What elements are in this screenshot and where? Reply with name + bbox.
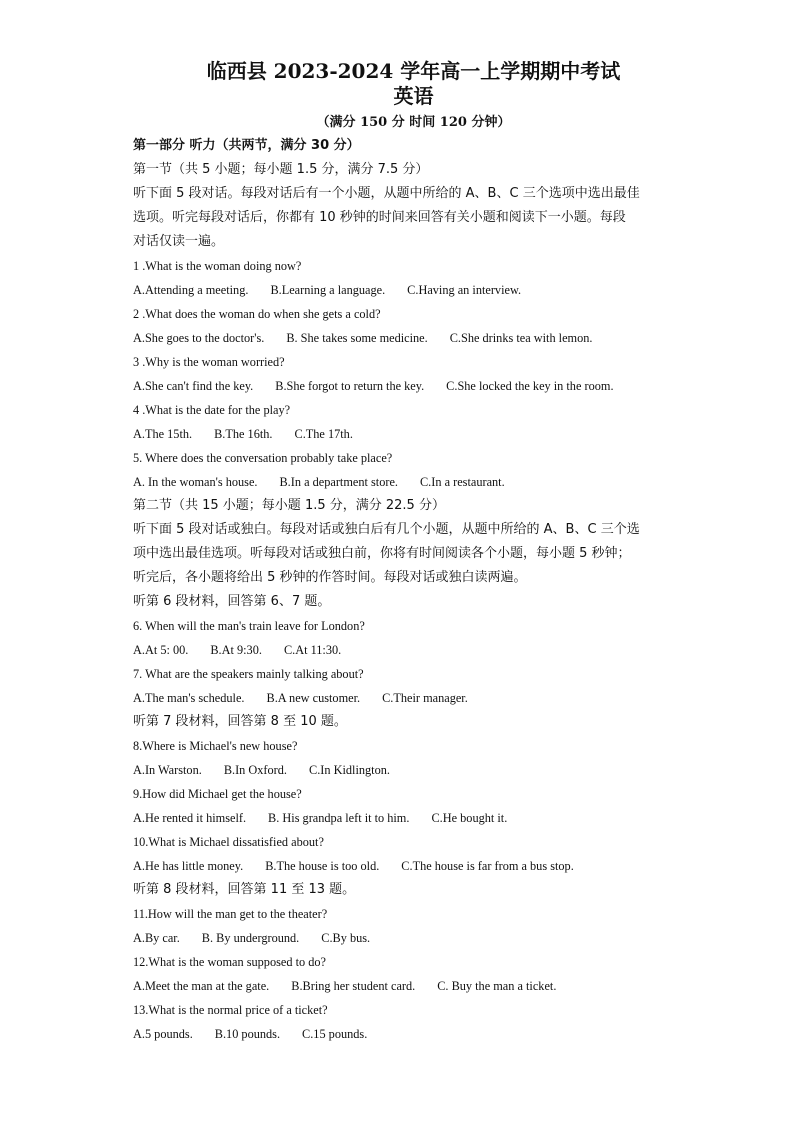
answer-options [133,974,724,998]
answer-option[interactable]: A.The 15th. [133,427,193,441]
answer-options [133,758,724,782]
answer-option[interactable]: B.In a department store. [279,475,398,489]
part1-heading: 第一部分 听力（共两节，满分 30 分） [133,138,360,153]
answer-option[interactable]: C.She drinks tea with lemon. [449,331,593,345]
answer-option[interactable]: C.The house is far from a bus stop. [401,859,574,873]
question-text: 3 .Why is the woman worried? [133,355,285,369]
answer-options [133,422,724,446]
answer-option[interactable]: C.By bus. [321,931,371,945]
answer-options [133,686,724,710]
instruction-line: 对话仅读一遍。 [133,234,225,249]
question-text: 2 .What does the woman do when she gets a cold? [133,307,381,321]
answer-option[interactable]: C.At 11:30. [283,643,342,657]
question-text: 7. What are the speakers mainly talking about? [133,667,364,681]
answer-option[interactable]: A.She can't find the key. [133,379,254,393]
question-text: 9.How did Michael get the house? [133,787,302,801]
question-group-3 [133,734,724,878]
exam-meta: （满分 150 分 时间 120 分钟） [316,115,511,130]
answer-option[interactable]: A.He has little money. [133,859,244,873]
question-text: 11.How will the man get to the theater? [133,907,328,921]
answer-option[interactable]: A.In Warston. [133,763,202,777]
question-text: 4 .What is the date for the play? [133,403,291,417]
answer-option[interactable]: C.The 17th. [294,427,353,441]
answer-option[interactable]: B.The 16th. [214,427,273,441]
question-text: 1 .What is the woman doing now? [133,259,302,273]
answer-option[interactable]: A.By car. [133,931,180,945]
instruction-line: 项中选出最佳选项。听每段对话或独白前，你将有时间阅读各个小题，每小题 5 秒钟； [133,546,631,561]
section1-heading: 第一节（共 5 小题；每小题 1.5 分，满分 7.5 分） [133,162,429,177]
answer-option[interactable]: C.In Kidlington. [309,763,390,777]
answer-option[interactable]: B.Bring her student card. [291,979,416,993]
answer-option[interactable]: B.The house is too old. [265,859,380,873]
answer-options [133,926,724,950]
question-text: 12.What is the woman supposed to do? [133,955,326,969]
answer-option[interactable]: A.Attending a meeting. [133,283,249,297]
answer-option[interactable]: A.Meet the man at the gate. [133,979,270,993]
answer-options [133,326,724,350]
instruction-line: 选项。听完每段对话后，你都有 10 秒钟的时间来回答有关小题和阅读下一小题。每段 [133,210,626,225]
question-text: 10.What is Michael dissatisfied about? [133,835,324,849]
exam-subject: 英语 [393,84,434,108]
answer-option[interactable]: C.In a restaurant. [419,475,505,489]
answer-options [133,638,724,662]
material-8-label: 听第 8 段材料，回答第 11 至 13 题。 [133,882,356,897]
instruction-line: 听下面 5 段对话。每段对话后有一个小题，从题中所给的 A、B、C 三个选项中选出最佳 [133,186,640,201]
answer-option[interactable]: A.He rented it himself. [133,811,247,825]
answer-option[interactable]: B.Learning a language. [270,283,386,297]
question-group-4 [133,902,724,1046]
answer-option[interactable]: B. By underground. [201,931,300,945]
section1-instructions [133,182,724,254]
answer-option[interactable]: A.The man's schedule. [133,691,245,705]
answer-option[interactable]: B.10 pounds. [214,1027,281,1041]
answer-option[interactable]: B. She takes some medicine. [286,331,428,345]
instruction-line: 听完后，各小题将给出 5 秒钟的作答时间。每段对话或独白读两遍。 [133,570,527,585]
material-6-label: 听第 6 段材料，回答第 6、7 题。 [133,594,331,609]
answer-option[interactable]: C.She locked the key in the room. [446,379,614,393]
answer-option[interactable]: A.She goes to the doctor's. [133,331,265,345]
question-text: 8.Where is Michael's new house? [133,739,298,753]
material-7-label: 听第 7 段材料，回答第 8 至 10 题。 [133,714,347,729]
question-group-1 [133,254,724,494]
answer-option[interactable]: A.At 5: 00. [133,643,189,657]
instruction-line: 听下面 5 段对话或独白。每段对话或独白后有几个小题，从题中所给的 A、B、C 三个选 [133,522,640,537]
answer-option[interactable]: C.Having an interview. [407,283,522,297]
answer-options [133,1022,724,1046]
answer-option[interactable]: B.In Oxford. [223,763,287,777]
answer-option[interactable]: B.At 9:30. [210,643,262,657]
answer-option[interactable]: A.5 pounds. [133,1027,193,1041]
answer-option[interactable]: A. In the woman's house. [133,475,258,489]
answer-option[interactable]: C. Buy the man a ticket. [437,979,557,993]
section2-instructions [133,518,724,590]
answer-option[interactable]: B. His grandpa left it to him. [268,811,410,825]
answer-option[interactable]: C.Their manager. [382,691,468,705]
section2-heading: 第二节（共 15 小题；每小题 1.5 分，满分 22.5 分） [133,498,445,513]
answer-option[interactable]: B.She forgot to return the key. [275,379,425,393]
question-text: 13.What is the normal price of a ticket? [133,1003,328,1017]
answer-option[interactable]: B.A new customer. [266,691,361,705]
answer-option[interactable]: C.15 pounds. [302,1027,368,1041]
answer-option[interactable]: C.He bought it. [431,811,508,825]
question-text: 5. Where does the conversation probably take place? [133,451,393,465]
question-text: 6. When will the man's train leave for London? [133,619,365,633]
question-group-2 [133,614,724,710]
answer-options [133,470,724,494]
answer-options [133,806,724,830]
answer-options [133,854,724,878]
exam-title: 临西县 2023-2024 学年高一上学期期中考试 [206,59,621,83]
answer-options [133,278,724,302]
answer-options [133,374,724,398]
